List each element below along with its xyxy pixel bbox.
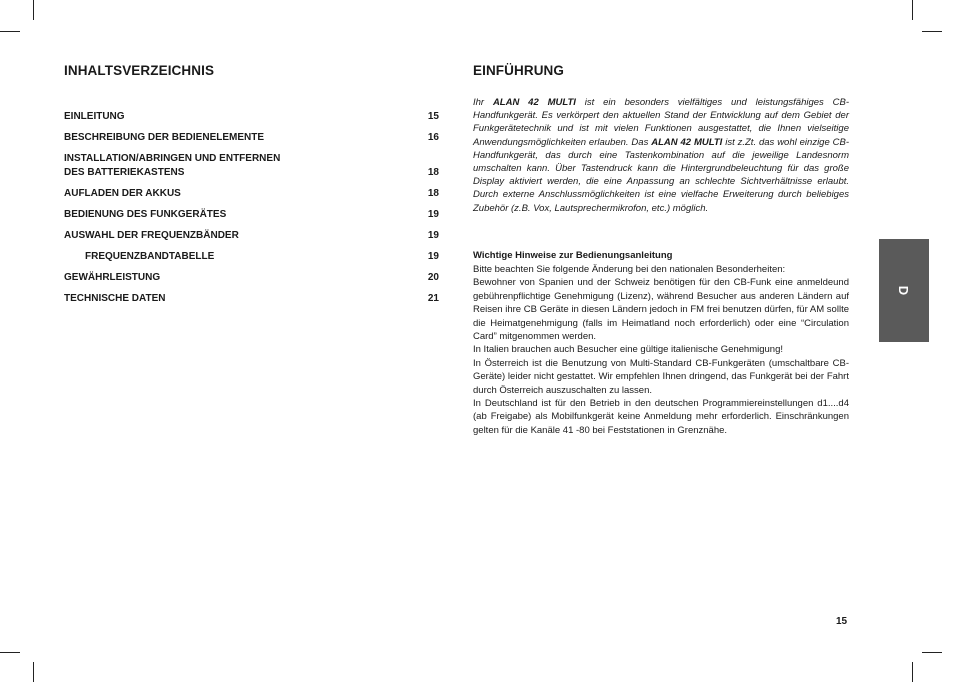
toc-item-page: 21 [427,293,439,304]
toc-item[interactable] [64,152,439,180]
toc-item-page: 18 [427,188,439,199]
crop-mark [912,0,913,20]
notes-paragraph: In Italien brauchen auch Besucher eine gültige italienische Genehmigung! [473,344,784,356]
product-name: ALAN 42 MULTI [492,97,576,108]
toc-item-label: TECHNISCHE DATEN [64,293,166,304]
toc-item-label: AUFLADEN DER AKKUS [64,188,181,199]
crop-mark [33,0,34,20]
toc-item-page: 19 [427,209,439,220]
toc-item-label: AUSWAHL DER FREQUENZBÄNDER [64,230,239,241]
toc-item-page: 20 [427,272,439,283]
crop-mark [33,662,34,682]
intro-text-1: Ihr [473,97,493,108]
language-tab-letter: D [896,285,912,296]
toc-item[interactable] [64,292,439,306]
notes-paragraph: Bewohner von Spanien und der Schweiz benötigen für den CB-Funk eine anmeldeund gebührenpflichtige Genehmigung (Lizenz), während Besucher aus anderen Ländern auf Reisen ihre CB Geräte in diesen Ländern jedoch in FM frei benutzen dürfen, für AM sollte die Heimatgenehmigung (falls im Heimatland noch erforderlich) oder eine “Circulation Card” mitgenommen werden. [473,277,849,343]
intro-paragraph [473,96,849,215]
toc-item[interactable] [64,110,439,124]
toc-item-label: FREQUENZBANDTABELLE [85,251,215,262]
crop-mark [922,652,942,653]
toc-item[interactable] [64,271,439,285]
notes-paragraph: In Österreich ist die Benutzung von Multi-Standard CB-Funkgeräten (umschaltbare CB-Geräte) leider nicht gestattet. Wir empfehlen Ihnen dringend, das Funkgerät bei der Fahrt durch Österreich auszuschalten zu lassen. [473,357,849,396]
crop-mark [0,652,20,653]
crop-mark [0,31,20,32]
intro-text-2: ist ein besonders vielfältiges und leistungsfähiges CB-Handfunkgerät. Es verkörpert den aktuellen Stand der Entwicklung auf dem Gebiet der Funkgerätetechnik und ist mit vielen Funktionen ausgestattet, die Ihnen vielseitige Anwendungsmöglichkeiten erlauben. Das [473,97,850,148]
page-number: 15 [836,616,848,627]
notes-section [473,249,849,437]
toc-item-label: INSTALLATION/ABRINGEN UND ENTFERNEN DES BATTERIEKASTENS [64,153,281,178]
toc-item[interactable] [64,187,439,201]
toc-item[interactable] [64,208,439,222]
toc-item-page: 18 [427,167,439,178]
toc-item-page: 15 [427,111,439,122]
notes-paragraph: Bitte beachten Sie folgende Änderung bei den nationalen Besonderheiten: [473,264,786,275]
intro-text-3: ist z.Zt. das wohl einzige CB-Handfunkgerät, das durch eine Tastenkombination auf die jeweilige Landesnorm umschalten kann. Über Tastendruck kann die Hintergrundbeleuchtung für das große Display aktiviert werden, die eine Anpassung an schlechte Sichtverhältnisse erlaubt. Durch externe Anschlussmöglichkeiten ist eine vielfache Erweiterung durch beliebiges Zubehör (z.B. Vox, Lautsprechermikrofon, etc.) möglich. [473,136,850,214]
product-name: ALAN 42 MULTI [651,136,723,148]
toc-item[interactable] [64,131,439,145]
toc-item-label: EINLEITUNG [64,111,125,122]
toc-item[interactable] [64,229,439,243]
notes-title: Wichtige Hinweise zur Bedienungsanleitung [473,250,673,261]
table-of-contents [64,100,439,306]
toc-item-page: 19 [427,251,439,262]
toc-item-page: 16 [427,132,439,143]
crop-mark [912,662,913,682]
notes-paragraph: In Deutschland ist für den Betrieb in den deutschen Programmiereinstellungen d1....d4 (ab Freigabe) als Mobilfunkgerät keine Anmeldung mehr erforderlich. Einschränkungen gelten für die Kanäle 41 -80 bei Feststationen in Grenznähe. [473,398,849,436]
language-tab [879,239,929,342]
crop-mark [922,31,942,32]
toc-title: INHALTSVERZEICHNIS [64,63,215,78]
toc-item-label: BESCHREIBUNG DER BEDIENELEMENTE [64,132,265,143]
intro-title: EINFÜHRUNG [473,63,564,78]
toc-item-label: GEWÄHRLEISTUNG [64,272,161,283]
toc-item[interactable] [64,250,439,264]
toc-item-page: 19 [427,230,439,241]
toc-item-label: BEDIENUNG DES FUNKGERÄTES [64,209,227,220]
